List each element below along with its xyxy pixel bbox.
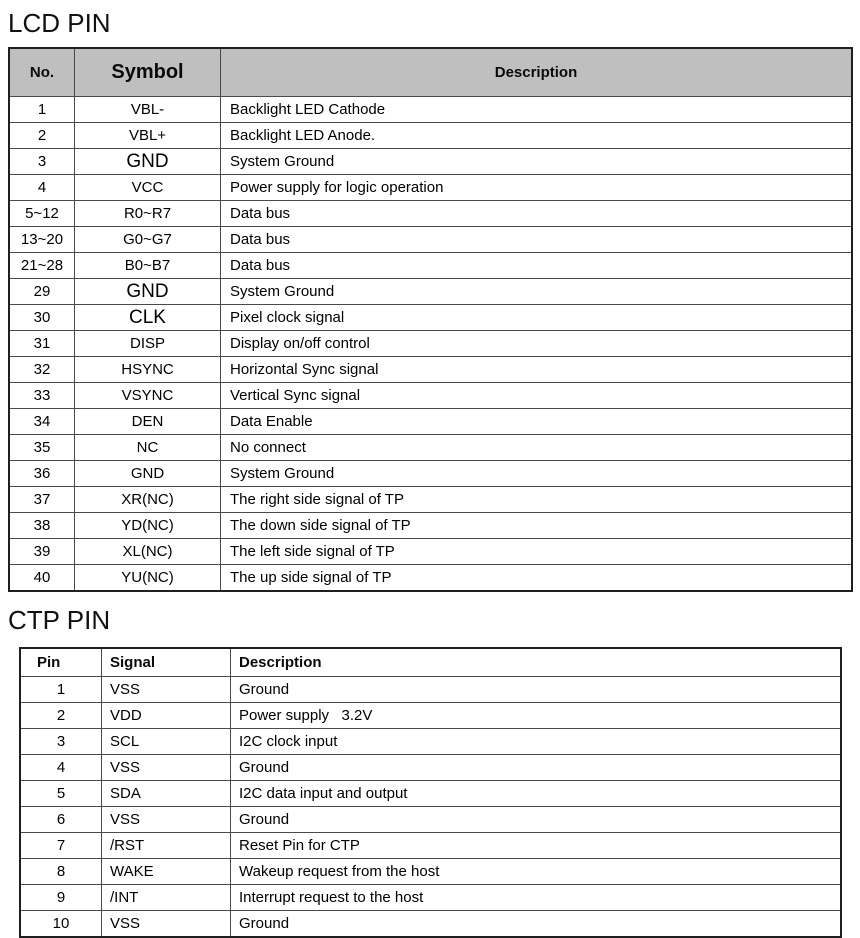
symbol-cell: CLK [75, 305, 221, 331]
header-row [9, 48, 852, 97]
description-cell: Backlight LED Cathode [221, 97, 853, 123]
signal-cell: VSS [102, 911, 231, 938]
description-cell: The left side signal of TP [221, 539, 853, 565]
description-cell: Data bus [221, 201, 853, 227]
description-cell: Data Enable [221, 409, 853, 435]
signal-cell: VSS [102, 807, 231, 833]
description-cell: Ground [231, 807, 842, 833]
table-row [20, 729, 841, 755]
ctp-table-header [20, 648, 841, 677]
table-row [9, 227, 852, 253]
table-row [20, 833, 841, 859]
description-cell: System Ground [221, 279, 853, 305]
column-header-signal: Signal [102, 648, 231, 677]
description-cell: Wakeup request from the host [231, 859, 842, 885]
description-cell: No connect [221, 435, 853, 461]
symbol-cell: VSYNC [75, 383, 221, 409]
description-cell: The up side signal of TP [221, 565, 853, 592]
table-row [9, 487, 852, 513]
symbol-cell: GND [75, 149, 221, 175]
signal-cell: WAKE [102, 859, 231, 885]
pin-number-cell: 7 [20, 833, 102, 859]
pin-number-cell: 36 [9, 461, 75, 487]
table-row [9, 97, 852, 123]
symbol-cell: YU(NC) [75, 565, 221, 592]
pin-number-cell: 21~28 [9, 253, 75, 279]
lcd-table-body [9, 97, 852, 592]
symbol-cell: VBL+ [75, 123, 221, 149]
pin-number-cell: 2 [9, 123, 75, 149]
table-row [20, 911, 841, 938]
column-header-no: No. [9, 48, 75, 97]
pin-number-cell: 13~20 [9, 227, 75, 253]
table-row [9, 123, 852, 149]
description-cell: The right side signal of TP [221, 487, 853, 513]
table-row [20, 781, 841, 807]
pin-number-cell: 38 [9, 513, 75, 539]
table-row [9, 461, 852, 487]
symbol-cell: XR(NC) [75, 487, 221, 513]
table-row [9, 253, 852, 279]
column-header-pin: Pin [20, 648, 102, 677]
column-header-description: Description [221, 48, 853, 97]
section-title-ctp: CTP PIN [8, 605, 111, 635]
symbol-cell: G0~G7 [75, 227, 221, 253]
lcd-table-header [9, 48, 852, 97]
pin-number-cell: 3 [20, 729, 102, 755]
symbol-cell: XL(NC) [75, 539, 221, 565]
ctp-pin-table [19, 647, 842, 938]
description-cell: The down side signal of TP [221, 513, 853, 539]
lcd-pin-table [8, 47, 853, 592]
pin-number-cell: 10 [20, 911, 102, 938]
pin-number-cell: 3 [9, 149, 75, 175]
description-cell: Interrupt request to the host [231, 885, 842, 911]
table-row [9, 279, 852, 305]
pin-number-cell: 4 [9, 175, 75, 201]
signal-cell: SDA [102, 781, 231, 807]
table-row [20, 885, 841, 911]
table-row [20, 677, 841, 703]
description-cell: System Ground [221, 149, 853, 175]
pin-number-cell: 5~12 [9, 201, 75, 227]
column-header-description: Description [231, 648, 842, 677]
signal-cell: /INT [102, 885, 231, 911]
description-cell: Data bus [221, 227, 853, 253]
symbol-cell: DISP [75, 331, 221, 357]
symbol-cell: DEN [75, 409, 221, 435]
table-row [9, 435, 852, 461]
description-cell: Power supply for logic operation [221, 175, 853, 201]
signal-cell: /RST [102, 833, 231, 859]
ctp-table-body [20, 677, 841, 938]
table-row [20, 807, 841, 833]
table-row [9, 305, 852, 331]
pin-number-cell: 1 [9, 97, 75, 123]
signal-cell: VSS [102, 677, 231, 703]
pin-number-cell: 4 [20, 755, 102, 781]
symbol-cell: VBL- [75, 97, 221, 123]
symbol-cell: YD(NC) [75, 513, 221, 539]
header-row [20, 648, 841, 677]
section-title-lcd: LCD PIN [8, 8, 111, 38]
symbol-cell: HSYNC [75, 357, 221, 383]
description-cell: Vertical Sync signal [221, 383, 853, 409]
pin-number-cell: 5 [20, 781, 102, 807]
description-cell: I2C data input and output [231, 781, 842, 807]
description-cell: Backlight LED Anode. [221, 123, 853, 149]
table-row [9, 539, 852, 565]
table-row [9, 175, 852, 201]
description-cell: Data bus [221, 253, 853, 279]
description-cell: System Ground [221, 461, 853, 487]
table-row [9, 409, 852, 435]
symbol-cell: GND [75, 461, 221, 487]
pin-number-cell: 9 [20, 885, 102, 911]
pin-number-cell: 8 [20, 859, 102, 885]
pin-number-cell: 34 [9, 409, 75, 435]
description-cell: Display on/off control [221, 331, 853, 357]
description-cell: Ground [231, 677, 842, 703]
pin-number-cell: 31 [9, 331, 75, 357]
symbol-cell: NC [75, 435, 221, 461]
signal-cell: VDD [102, 703, 231, 729]
table-row [9, 357, 852, 383]
description-cell: Power supply 3.2V [231, 703, 842, 729]
symbol-cell: GND [75, 279, 221, 305]
description-cell: Ground [231, 911, 842, 938]
signal-cell: SCL [102, 729, 231, 755]
table-row [20, 703, 841, 729]
description-cell: Pixel clock signal [221, 305, 853, 331]
table-row [20, 755, 841, 781]
pin-number-cell: 37 [9, 487, 75, 513]
pin-number-cell: 6 [20, 807, 102, 833]
description-cell: Horizontal Sync signal [221, 357, 853, 383]
table-row [9, 383, 852, 409]
pin-number-cell: 1 [20, 677, 102, 703]
table-row [9, 565, 852, 592]
pin-number-cell: 39 [9, 539, 75, 565]
description-cell: Ground [231, 755, 842, 781]
pin-number-cell: 33 [9, 383, 75, 409]
signal-cell: VSS [102, 755, 231, 781]
table-row [9, 513, 852, 539]
pin-number-cell: 40 [9, 565, 75, 592]
column-header-symbol: Symbol [75, 48, 221, 97]
table-row [9, 331, 852, 357]
table-row [20, 859, 841, 885]
description-cell: Reset Pin for CTP [231, 833, 842, 859]
description-cell: I2C clock input [231, 729, 842, 755]
pin-number-cell: 35 [9, 435, 75, 461]
symbol-cell: B0~B7 [75, 253, 221, 279]
pin-number-cell: 29 [9, 279, 75, 305]
table-row [9, 201, 852, 227]
pin-number-cell: 2 [20, 703, 102, 729]
symbol-cell: R0~R7 [75, 201, 221, 227]
table-row [9, 149, 852, 175]
pin-number-cell: 30 [9, 305, 75, 331]
symbol-cell: VCC [75, 175, 221, 201]
pin-number-cell: 32 [9, 357, 75, 383]
